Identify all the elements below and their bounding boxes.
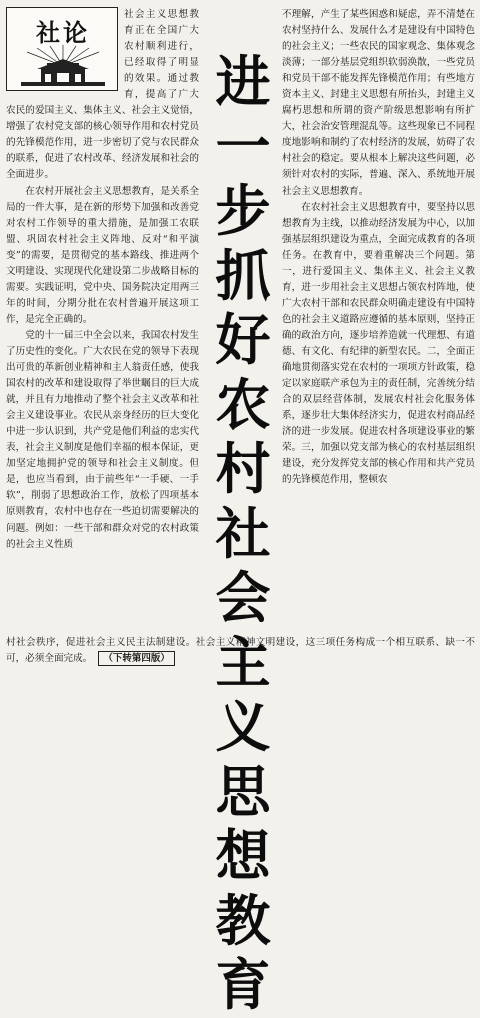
editorial-label: 社论 <box>36 19 90 47</box>
bottom-paragraph: 村社会秩序，促进社会主义民主法制建设。社会主义精神文明建设，这三项任务构成一个相互联系、缺一不可，必须全面完成。 <box>6 637 475 664</box>
paragraph: 不理解，产生了某些困惑和疑虑，弄不清楚在农村坚持什么、发展什么才是建设有中国特色的社会主义；一些农民的国家观念、集体观念淡薄；一部分基层党组织软弱涣散，一些党员和党员干部不能发挥先锋模范作用；有些地方资本主义、封建主义思想有所抬头，封建主义腐朽思想和所谓的资产阶级思想影响有所扩大，社会治安管理混乱等。这些现象已不同程度地影响和制约了农村经济的发展，妨碍了农村社会的稳定。要从根本上解决这些问题，必须针对农村的实际，普遍、深入、系统地开展社会主义思想教育。 <box>282 9 475 197</box>
bottom-text-row <box>6 635 475 685</box>
paragraph: 在农村社会主义思想教育中，要坚持以思想教育为主线，以推动经济发展为中心，以加强基层组织建设为重点，全面完成教育的各项任务。在教育中，要着重解决三个问题。第一，进行爱国主义、集体主义、社会主义教育，进一步用社会主义思想占领农村阵地，使广大农村干部和农民群众明确走建设有中国特色的社会主义道路应遵循的基本原则，坚持正确的政治方向，逐步培养造就一代理想、有道德、有文化、有纪律的新型农民。二，全面正确地贯彻落实党在农村的一项项方针政策，稳定以家庭联产承包为主的责任制，完善统分结合的双层经营体制，发展农村社会化服务体系，逐步壮大集体经济实力，促进农村商品经济的进一步发展。促进农村各项建设事业的繁荣。三，加强以党支部为核心的农村基层组织建设，充分发挥党支部的核心作用和共产党员的先锋模范作用，整顿农 <box>282 201 475 486</box>
right-text-column <box>282 7 475 635</box>
headline: 进 一 步 抓 好 农 村 社 会 主 义 思 想 教 育 <box>215 50 271 1017</box>
paragraph: 社会主义思想教育正在全国广大农村顺利进行，已经取得了明显的效果。通过教育，提高了广大农民的爱国主义、集体主义、社会主义觉悟，增强了农村党支部的核心领导作用和农村党员的先锋模范作用，进一步密切了党与农民群众的联系，促进了农村改革、经济发展和社会的全面进步。 <box>6 9 199 181</box>
continuation-note: （下转第四版） <box>98 651 175 666</box>
paragraph: 在农村开展社会主义思想教育，是关系全局的一件大事，是在新的形势下加强和改善党对农村工作领导的重大措施，是加强工农联盟、巩固农村社会主义阵地、反对“和平演变”的需要，是贯彻党的基本路线、推进两个文明建设、实现现代化建设第二步战略目标的需要。实践证明，党中央、国务院决定用两三年的时间，分期分批在农村普遍开展这项工作，是完全正确的。 <box>6 185 199 325</box>
paragraph: 党的十一届三中全会以来，我国农村发生了历史性的变化。广大农民在党的领导下表现出可贵的革新创业精神和主人翁责任感，使我国农村的改革和建设取得了举世瞩目的巨大成就，并且有力地推动了整个社会主义改革和社会主义建设事业。农民从亲身经历的巨大变化中进一步认识到，共产党是他们利益的忠实代表，社会主义制度是他们幸福的根本保证，更加坚定地拥护党的领导和社会主义制度。但是，也应当看到，由于前些年“一手硬、一手软”，削弱了思想政治工作，放松了四项基本原则教育，农村中也存在一些迫切需要解决的问题。例如：一些干部和群众对党的农村政策的社会主义性质 <box>6 329 199 550</box>
editorial-logo <box>6 7 118 91</box>
left-text-column <box>6 7 199 635</box>
